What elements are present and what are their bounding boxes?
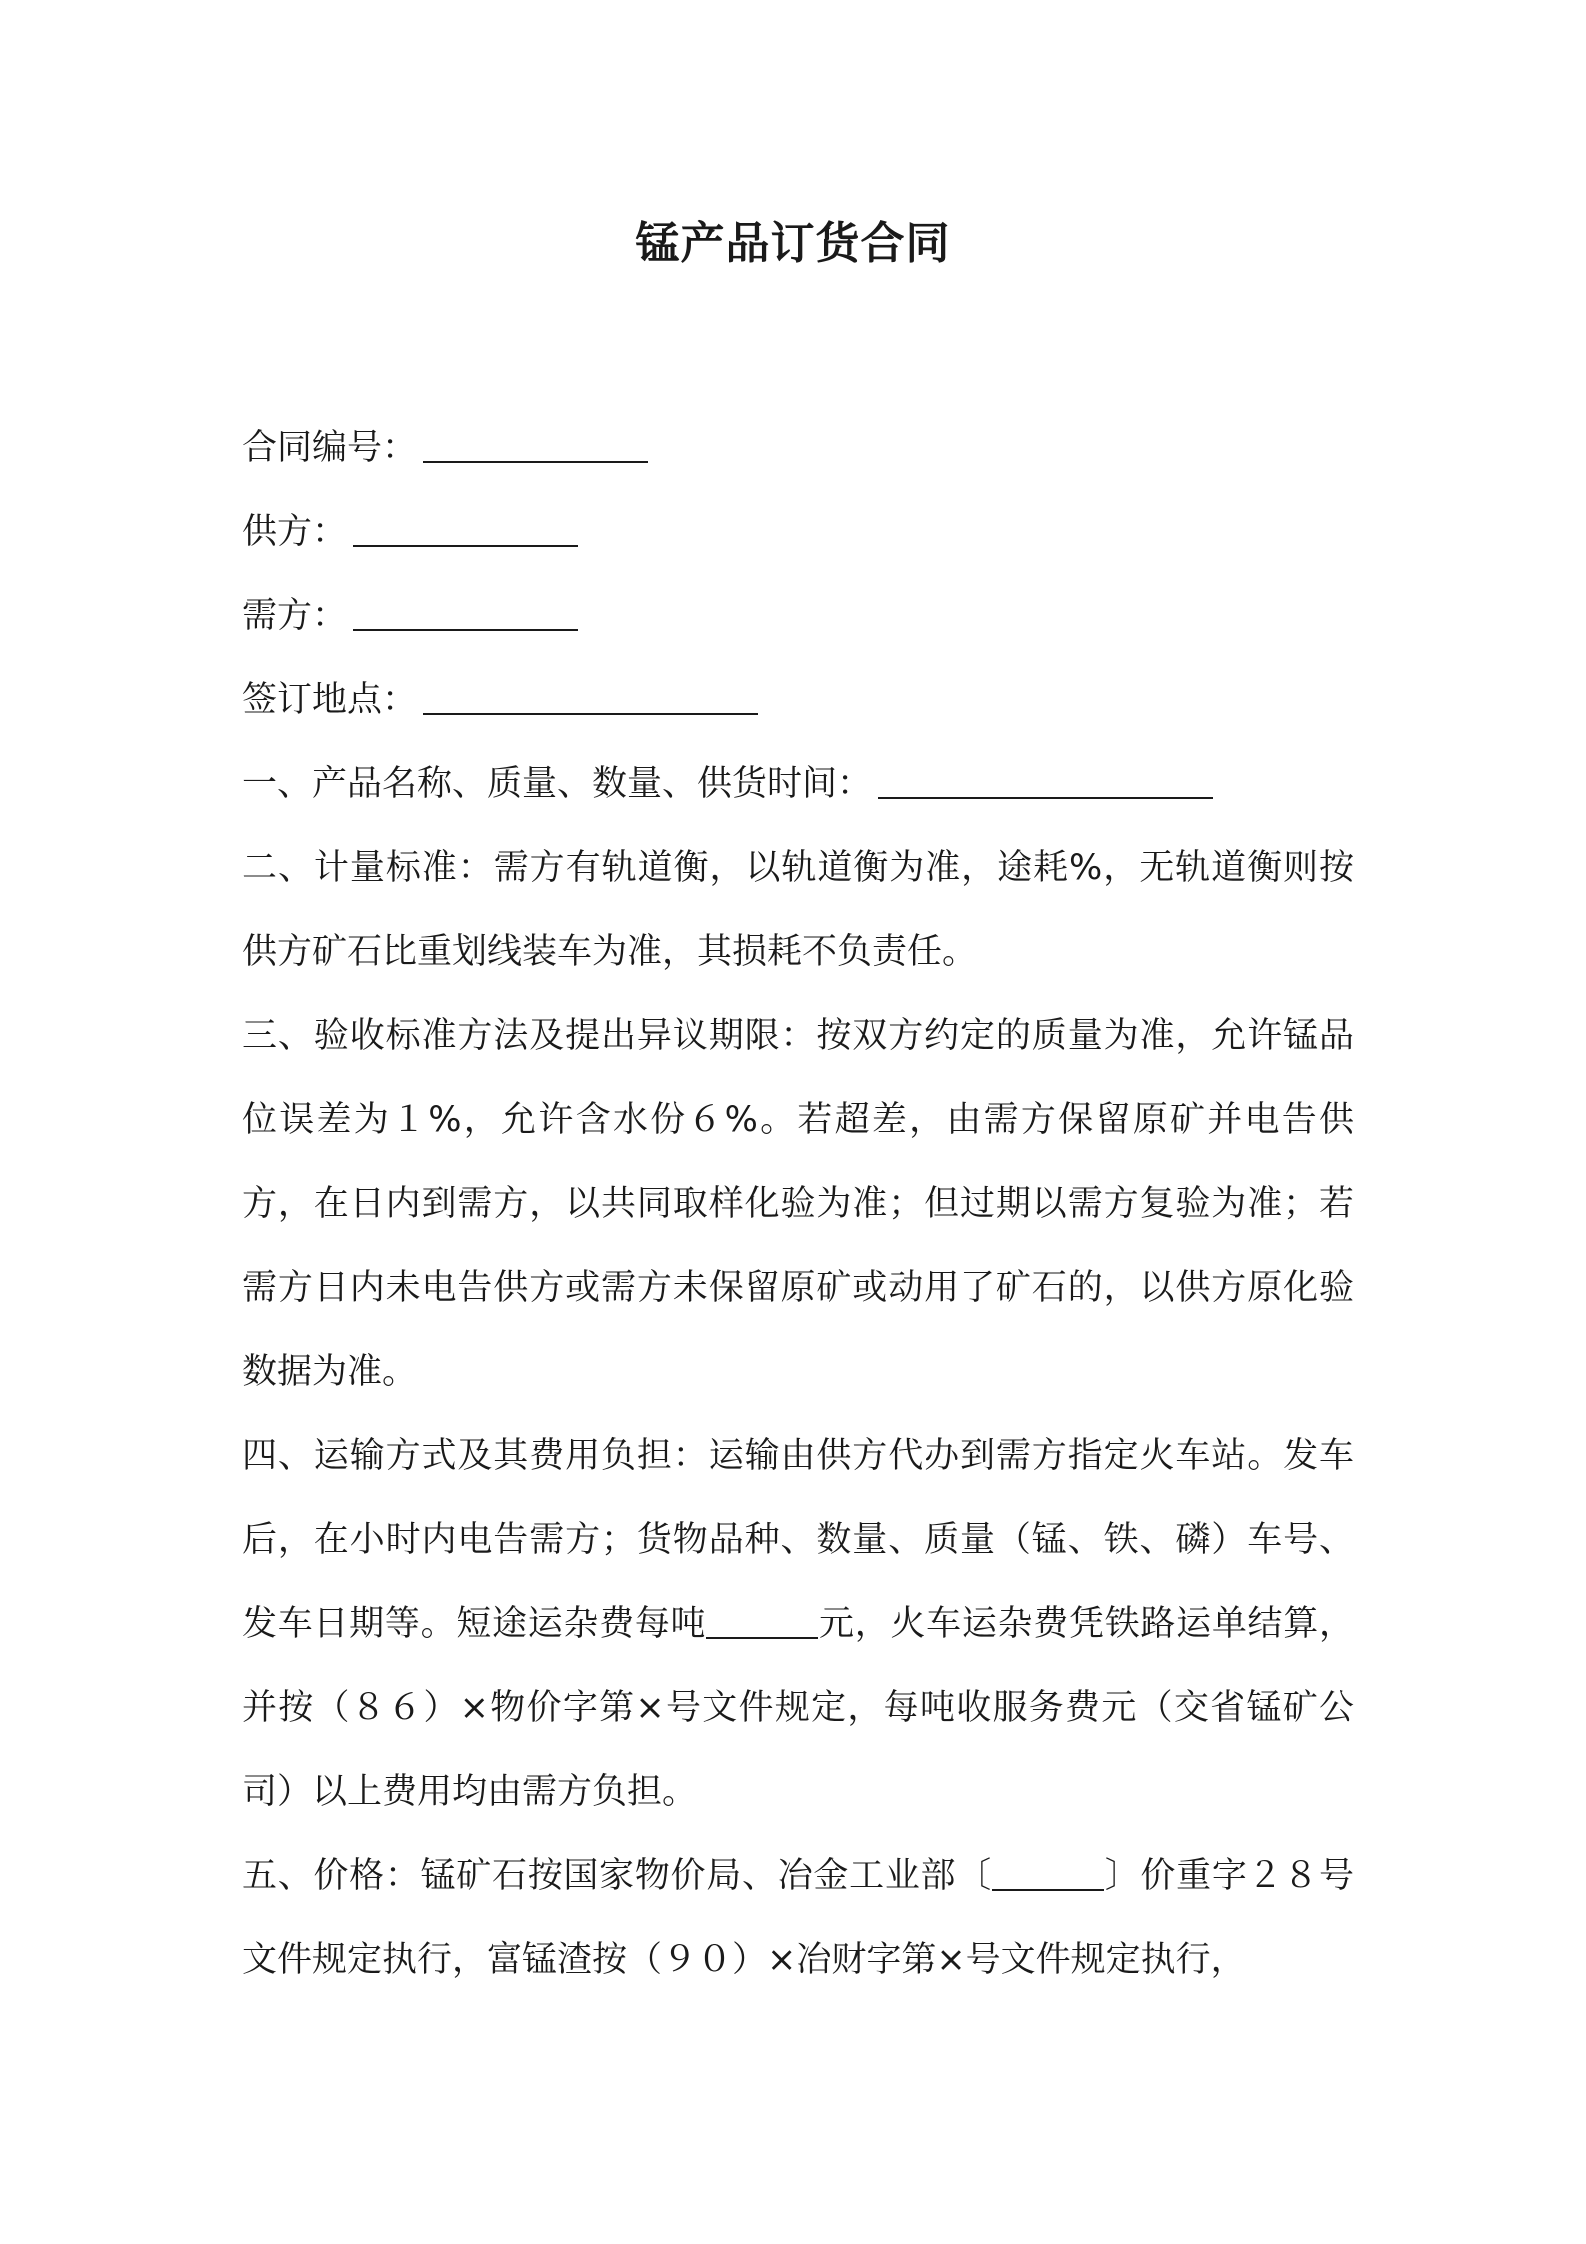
supplier-blank: [353, 505, 578, 547]
section-1: [242, 742, 1354, 826]
supplier-label: 供方：: [242, 512, 348, 552]
section-4-text-b: 元，火车运杂费凭铁路运单结算，并按（８６）×物价字第×号文件规定，每吨收服务费元（交省锰矿公司）以上费用均由需方负担。: [242, 1604, 1354, 1812]
contract-number-blank: [423, 421, 648, 463]
contract-number-field: [242, 406, 1354, 490]
section-5-text-b: 〕价重字２８号文件规定执行，富锰渣按（９０）×冶财字第×号文件规定执行，: [242, 1856, 1354, 1980]
section-1-text: 一、产品名称、质量、数量、供货时间：: [242, 764, 873, 804]
section-1-blank: [878, 757, 1213, 799]
buyer-field: [242, 574, 1354, 658]
signing-place-field: [242, 658, 1354, 742]
section-4-fee-blank: [706, 1601, 818, 1639]
contract-number-label: 合同编号：: [242, 428, 418, 468]
document-title: 锰产品订货合同: [635, 218, 951, 269]
section-4: [242, 1414, 1354, 1834]
section-5-text-a: 五、价格：锰矿石按国家物价局、冶金工业部〔: [242, 1856, 992, 1896]
signing-place-label: 签订地点：: [242, 680, 418, 720]
signing-place-blank: [423, 673, 758, 715]
section-5-doc-blank: [992, 1853, 1104, 1891]
buyer-blank: [353, 589, 578, 631]
document-body: [242, 406, 1354, 2002]
section-5: [242, 1834, 1354, 2002]
supplier-field: [242, 490, 1354, 574]
section-4-text-a: 四、运输方式及其费用负担：运输由供方代办到需方指定火车站。发车后，在小时内电告需方；货物品种、数量、质量（锰、铁、磷）车号、发车日期等。短途运杂费每吨: [242, 1436, 1354, 1644]
section-3: 三、验收标准方法及提出异议期限：按双方约定的质量为准，允许锰品位误差为１%，允许含水份６%。若超差，由需方保留原矿并电告供方，在日内到需方，以共同取样化验为准；但过期以需方复验为准；若需方日内未电告供方或需方未保留原矿或动用了矿石的，以供方原化验数据为准。: [242, 1016, 1354, 1392]
section-2: 二、计量标准：需方有轨道衡，以轨道衡为准，途耗%，无轨道衡则按供方矿石比重划线装车为准，其损耗不负责任。: [242, 848, 1354, 972]
buyer-label: 需方：: [242, 596, 348, 636]
